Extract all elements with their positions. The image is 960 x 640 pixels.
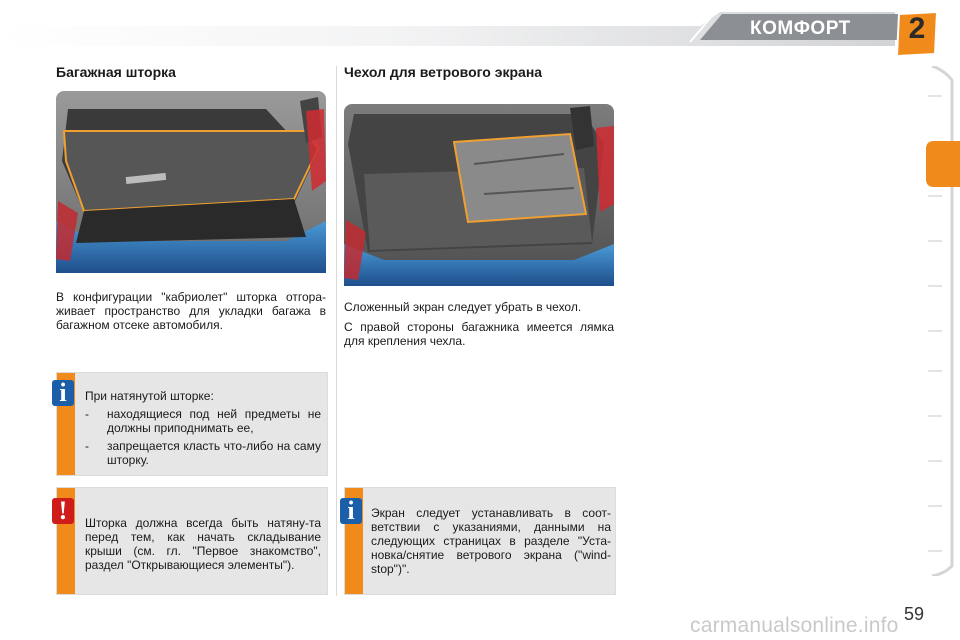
list-dash: - xyxy=(85,439,89,453)
exclamation-icon: ! xyxy=(52,498,74,524)
windscreen-cover-paragraph: С правой стороны багажника имеется лямка для крепления чехла. xyxy=(344,320,614,348)
info-note-windscreen-text: Экран следует устанавливать в соот-ветствии с указаниями, данными на следующих страницах в разделе "Уста-новка/снятие ветрового экрана ("wind-stop")". xyxy=(371,506,611,576)
luggage-cover-photo xyxy=(56,91,326,273)
active-chapter-tab[interactable] xyxy=(926,141,960,187)
chapter-title: КОМФОРТ xyxy=(750,18,851,39)
info-note-item-text: запрещается класть что-либо на саму шторку. xyxy=(107,439,321,467)
watermark: carmanualsonline.info xyxy=(690,614,899,637)
list-dash: - xyxy=(85,407,89,421)
warning-note-luggage-cover xyxy=(56,487,328,595)
info-icon: i xyxy=(52,380,74,406)
info-note-luggage-cover xyxy=(56,372,328,476)
windscreen-cover-photo xyxy=(344,104,614,286)
info-note-item xyxy=(85,439,321,467)
section-heading-windscreen-cover: Чехол для ветрового экрана xyxy=(344,64,543,80)
info-note-windscreen xyxy=(344,487,616,595)
info-note-intro: При натянутой шторке: xyxy=(85,389,214,403)
windscreen-cover-text xyxy=(344,300,614,354)
section-heading-luggage-cover: Багажная шторка xyxy=(56,64,176,80)
column-divider xyxy=(336,66,337,596)
windscreen-cover-paragraph: Сложенный экран следует убрать в чехол. xyxy=(344,300,582,314)
info-icon: i xyxy=(340,498,362,524)
info-note-item-text: находящиеся под ней предметы не должны приподнимать ее, xyxy=(107,407,321,435)
luggage-cover-description: В конфигурации "кабриолет" шторка отгора-живает пространство для укладки багажа в багажном отсеке автомобиля. xyxy=(56,290,326,332)
page-number: 59 xyxy=(904,604,925,624)
warning-note-text: Шторка должна всегда быть натяну-та перед тем, как начать складывание крыши (см. гл. "Первое знакомство", раздел "Открывающиеся элементы"). xyxy=(85,516,321,572)
chapter-number: 2 xyxy=(908,12,926,45)
info-note-item xyxy=(85,407,321,435)
info-note-text xyxy=(85,389,321,471)
